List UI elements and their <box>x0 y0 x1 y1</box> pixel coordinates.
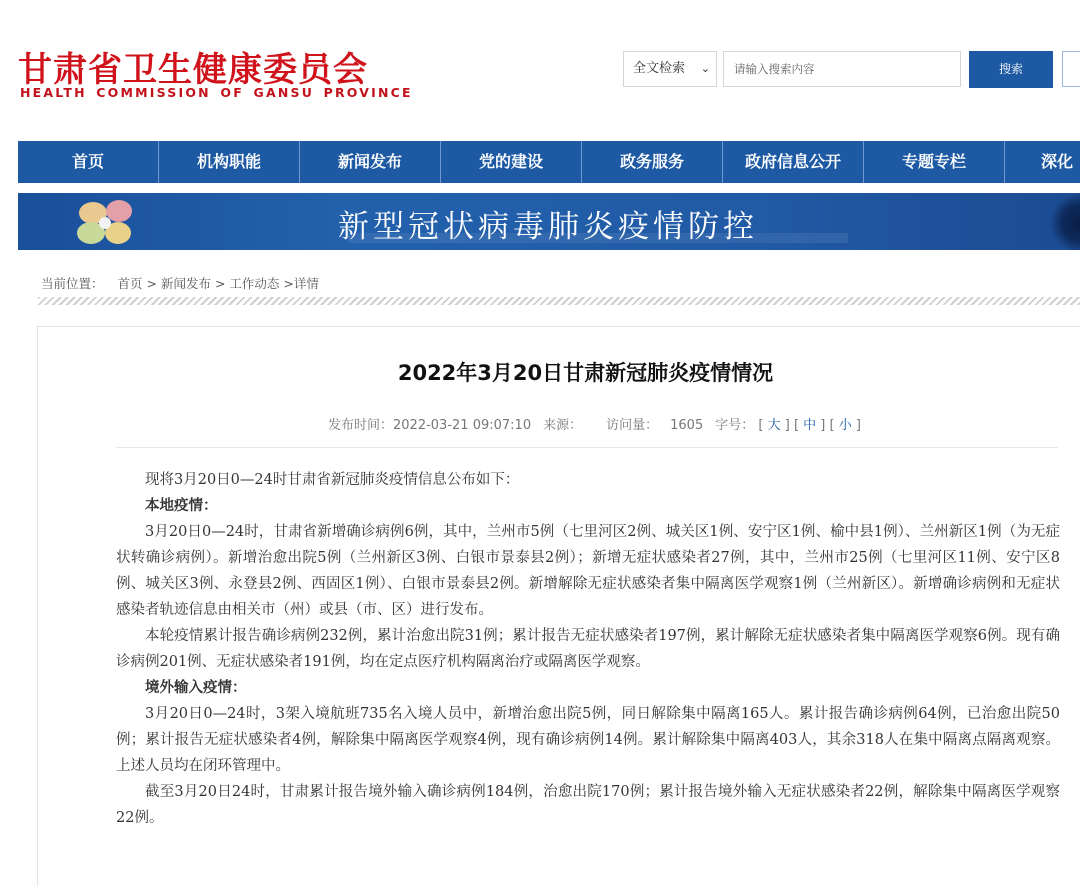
breadcrumb-work-updates[interactable]: 工作动态 <box>229 276 280 291</box>
publish-time-label: 发布时间： <box>328 418 394 433</box>
article-content <box>116 467 1060 831</box>
font-size-controls: [ 大 ] [ 中 ] [ 小 ] <box>758 418 861 433</box>
font-size-medium-button[interactable]: 中 <box>803 418 817 433</box>
search-button[interactable]: 搜索 <box>969 51 1053 88</box>
nav-item-organization[interactable]: 机构职能 <box>159 141 300 183</box>
search-scope-value: 全文检索 <box>633 61 686 76</box>
nav-item-party[interactable]: 党的建设 <box>441 141 582 183</box>
visit-count: 1605 <box>670 418 704 433</box>
meta-divider <box>116 447 1058 448</box>
section-heading-local: 本地疫情： <box>145 497 218 514</box>
breadcrumb <box>41 274 319 292</box>
font-size-small-button[interactable]: 小 <box>838 418 852 433</box>
extra-control[interactable] <box>1062 51 1080 87</box>
search-input[interactable]: 请输入搜索内容 <box>723 51 961 87</box>
breadcrumb-label: 当前位置： <box>41 276 104 291</box>
clover-logo-icon <box>73 197 145 247</box>
breadcrumb-separator: > <box>210 276 230 291</box>
section-heading-imported: 境外输入疫情： <box>145 679 247 696</box>
article-paragraph: 3月20日0—24时，甘肃省新增确诊病例6例，其中，兰州市5例（七里河区2例、城关区1例、安宁区1例、榆中县1例）、兰州新区1例（为无症状转确诊病例）。新增治愈出院5例（兰州新区3例、白银市景泰县2例）；新增无症状感染者27例，其中，兰州市25例（七里河区11例、安宁区8例、城关区3例、永登县2例、西固区1例）、白银市景泰县2例。新增解除无症状感染者集中隔离医学观察1例（兰州新区）。新增确诊病例和无症状感染者轨迹信息由相关市（州）或县（市、区）进行发布。 <box>116 524 1060 618</box>
article-paragraph: 现将3月20日0—24时甘肃省新冠肺炎疫情信息公布如下： <box>145 472 520 488</box>
article-title: 2022年3月20日甘肃新冠肺炎疫情情况 <box>397 361 774 385</box>
site-logo-subtitle: HEALTH COMMISSION OF GANSU PROVINCE <box>20 85 413 100</box>
nav-item-disclosure[interactable]: 政府信息公开 <box>723 141 864 183</box>
article-paragraph: 本轮疫情累计报告确诊病例232例，累计治愈出院31例；累计报告无症状感染者197例，累计解除无症状感染者集中隔离医学观察6例。现有确诊病例201例、无症状感染者191例，均在定点医疗机构隔离治疗或隔离医学观察。 <box>116 628 1060 670</box>
nav-item-reform[interactable]: 深化 <box>1041 152 1074 171</box>
hatch-divider <box>38 297 1080 305</box>
font-size-large-button[interactable]: 大 <box>767 418 781 433</box>
publish-time: 2022-03-21 09:07:10 <box>393 418 532 433</box>
article-panel <box>37 326 1080 886</box>
breadcrumb-home[interactable]: 首页 <box>117 276 143 291</box>
chevron-down-icon: ⌄ <box>700 62 710 75</box>
article-paragraph: 截至3月20日24时，甘肃累计报告境外输入确诊病例184例，治愈出院170例；累计报告境外输入无症状感染者22例，解除集中隔离医学观察22例。 <box>116 784 1060 826</box>
breadcrumb-current: 详情 <box>293 276 319 291</box>
main-nav <box>18 141 1080 183</box>
breadcrumb-separator: > <box>142 276 161 291</box>
banner-virus-graphic <box>1040 193 1080 250</box>
visits-label: 访问量： <box>606 418 659 433</box>
nav-item-home[interactable]: 首页 <box>18 141 159 183</box>
nav-item-services[interactable]: 政务服务 <box>582 141 723 183</box>
article-paragraph: 3月20日0—24时，3架入境航班735名入境人员中，新增治愈出院5例，同日解除集中隔离165人。累计报告确诊病例64例，已治愈出院50例；累计报告无症状感染者4例，解除集中隔离医学观察4例，现有确诊病例14例。累计解除集中隔离403人，其余318人在集中隔离点隔离观察。上述人员均在闭环管理中。 <box>116 706 1060 774</box>
breadcrumb-news[interactable]: 新闻发布 <box>160 276 211 291</box>
nav-item-news[interactable]: 新闻发布 <box>300 141 441 183</box>
breadcrumb-separator: > <box>279 276 294 291</box>
font-size-label: 字号： <box>715 418 755 433</box>
source-label: 来源： <box>543 418 583 433</box>
banner-title: 新型冠状病毒肺炎疫情防控 <box>338 209 758 245</box>
article-meta <box>328 414 861 433</box>
epidemic-banner[interactable] <box>18 193 1080 250</box>
search-scope-select[interactable] <box>623 51 717 87</box>
site-logo-title[interactable]: 甘肃省卫生健康委员会 <box>18 50 368 90</box>
nav-item-topics[interactable]: 专题专栏 <box>864 141 1005 183</box>
site-header <box>0 0 1080 140</box>
